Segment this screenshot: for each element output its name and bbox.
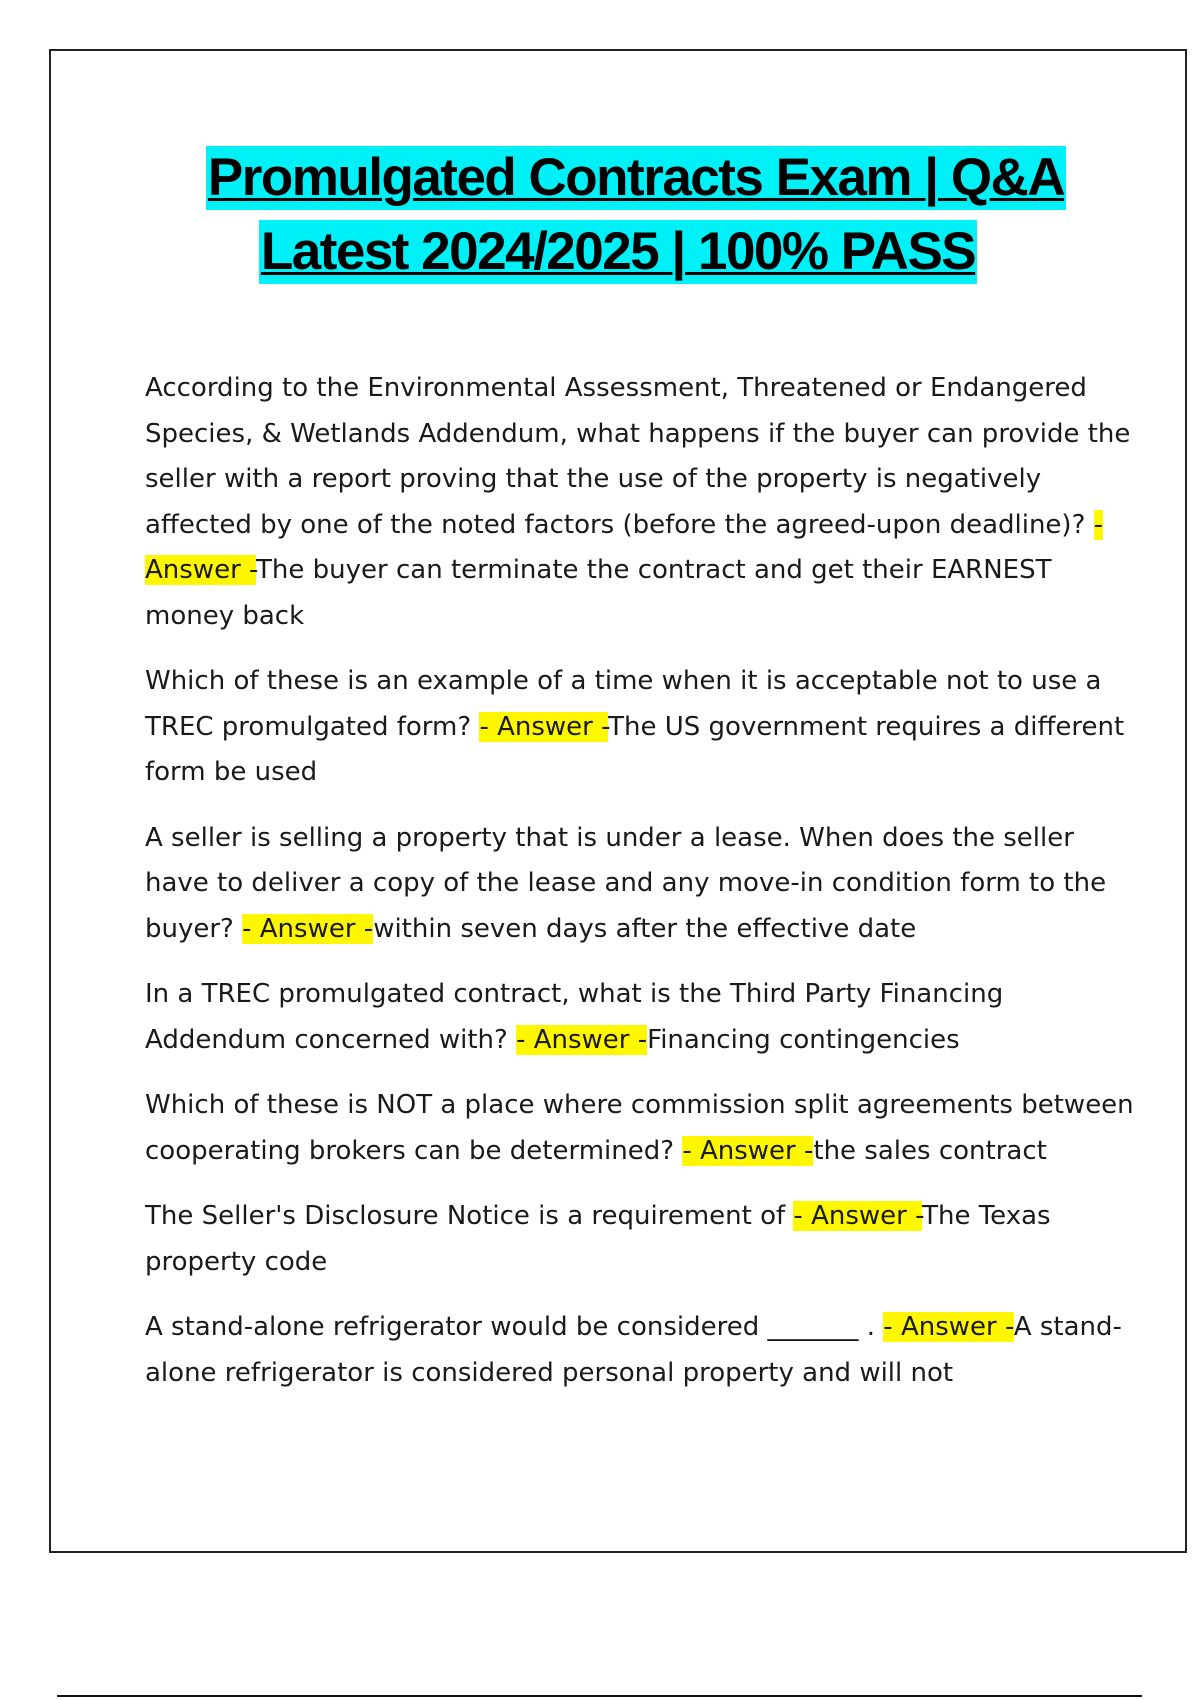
qa-list <box>145 366 1135 1416</box>
answer-text: The Texas property code <box>145 1201 1051 1277</box>
answer-marker: - Answer - <box>516 1024 648 1055</box>
document-title <box>51 146 1185 284</box>
answer-marker: - Answer - <box>793 1201 923 1231</box>
answer-text: The buyer can terminate the contract and get their EARNEST money back <box>145 555 1052 631</box>
qa-item <box>145 972 1135 1063</box>
answer-marker: - Answer - <box>883 1312 1014 1342</box>
title-line-1: Promulgated Contracts Exam | Q&A <box>206 146 1066 210</box>
qa-item <box>145 366 1135 639</box>
question-text: A seller is selling a property that is under a lease. When does the seller have to deliver a copy of the lease and any move-in condition form to the buyer? <box>145 822 1107 944</box>
qa-item <box>145 1305 1135 1396</box>
page-divider <box>57 1695 1142 1697</box>
answer-text: A stand-alone refrigerator is considered personal property and will not <box>145 1312 1122 1388</box>
qa-item <box>145 816 1135 953</box>
question-text: Which of these is NOT a place where commission split agreements between cooperating brokers can be determined? <box>145 1090 1134 1166</box>
question-text: A stand-alone refrigerator would be considered _______ . <box>145 1312 884 1342</box>
question-text: According to the Environmental Assessment, Threatened or Endangered Species, & Wetlands Addendum, what happens if the buyer can provide the seller with a report proving that the use of the property is negatively affected by one of the noted factors (before the agreed-upon deadline)? <box>145 373 1131 540</box>
qa-item <box>145 1194 1135 1285</box>
qa-item <box>145 1083 1135 1174</box>
title-line-2: Latest 2024/2025 | 100% PASS <box>259 220 977 284</box>
answer-text: Financing contingencies <box>647 1024 960 1055</box>
question-text: In a TREC promulgated contract, what is the Third Party Financing Addendum concerned with? <box>145 979 1004 1055</box>
answer-marker: - Answer - <box>145 509 1104 585</box>
document-page <box>49 49 1187 1553</box>
answer-text: within seven days after the effective date <box>373 913 917 944</box>
answer-text: the sales contract <box>813 1135 1047 1166</box>
answer-marker: - Answer - <box>242 913 374 944</box>
question-text: Which of these is an example of a time when it is acceptable not to use a TREC promulgated form? <box>145 666 1102 742</box>
answer-marker: - Answer - <box>682 1135 814 1166</box>
answer-text: The US government requires a different form be used <box>145 711 1125 787</box>
qa-item <box>145 659 1135 796</box>
answer-marker: - Answer - <box>479 711 609 742</box>
question-text: The Seller's Disclosure Notice is a requirement of <box>145 1201 794 1231</box>
